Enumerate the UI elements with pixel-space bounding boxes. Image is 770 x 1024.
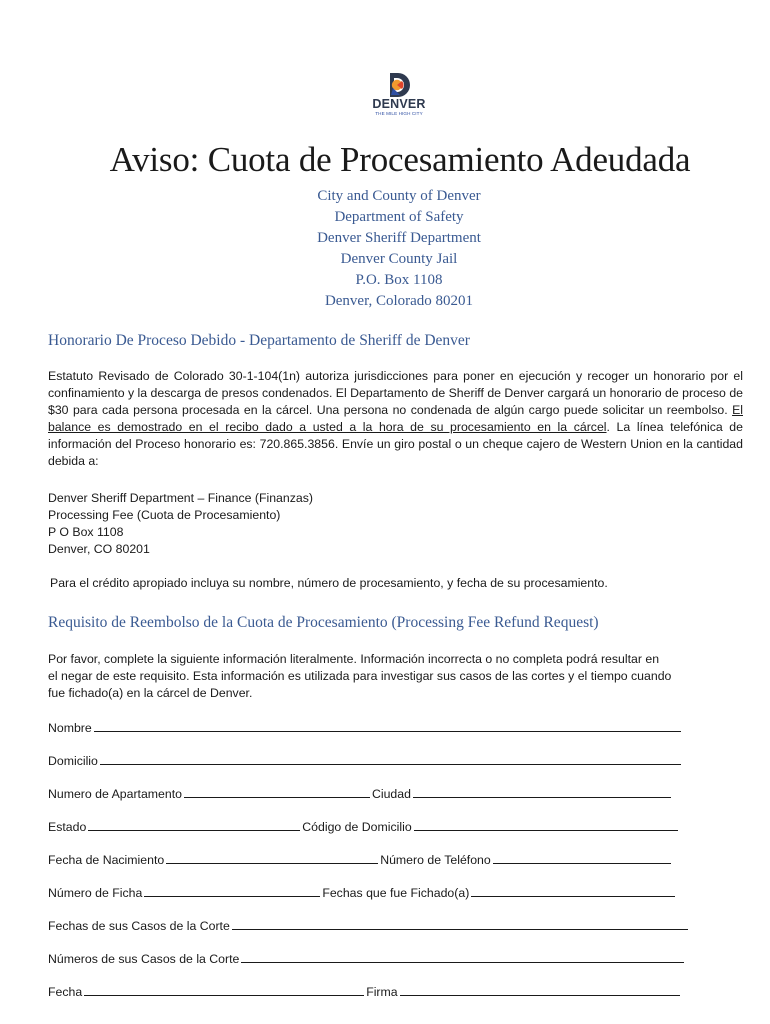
fechas-fichado-field[interactable] bbox=[471, 885, 675, 897]
mail-line: Denver, CO 80201 bbox=[48, 542, 150, 556]
fee-text-part: Estatuto Revisado de Colorado 30-1-104(1n) autoriza jurisdicciones para poner en ejecución y recoger un honorario por el confinamiento y la descarga de presos condenados. El Departamento de Sheriff de Denver cargará un honorario de proceso de $30 para cada persona procesada en la cárcel. Una persona no condenada de algún cargo puede solicitar un reembolso. bbox=[48, 369, 743, 417]
label-estado: Estado bbox=[48, 820, 87, 834]
form-row-fechas-casos bbox=[48, 918, 690, 934]
label-firma: Firma bbox=[366, 985, 398, 999]
fecha-field[interactable] bbox=[84, 984, 364, 996]
mail-line: P O Box 1108 bbox=[48, 525, 124, 539]
telefono-field[interactable] bbox=[493, 852, 671, 864]
fee-text-part: . La línea telefónica de información del Proceso honorario es: 720.865.3856. Envíe un giro postal o un cheque cajero de Western Union en la cantidad debida a: bbox=[48, 420, 743, 468]
logo-name: DENVER bbox=[372, 97, 426, 111]
address-line: City and County of Denver bbox=[317, 188, 481, 204]
refund-instructions bbox=[48, 651, 671, 702]
agency-address bbox=[0, 186, 770, 312]
form-row-numeros-casos bbox=[48, 951, 686, 967]
label-fechas-fichado: Fechas que fue Fichado(a) bbox=[322, 886, 470, 900]
payment-mailing-address bbox=[48, 490, 313, 558]
form-row-estado-codigo bbox=[48, 819, 680, 835]
page-title: Aviso: Cuota de Procesamiento Adeudada bbox=[109, 140, 691, 179]
balance-note-underlined: El balance es demostrado en el recibo dado a usted a la hora de su procesamiento en la cárcel bbox=[48, 403, 743, 434]
label-codigo-domicilio: Código de Domicilio bbox=[302, 820, 412, 834]
address-line: P.O. Box 1108 bbox=[355, 272, 443, 288]
label-telefono: Número de Teléfono bbox=[380, 853, 491, 867]
numero-ficha-field[interactable] bbox=[144, 885, 320, 897]
form-row-nacimiento-telefono bbox=[48, 852, 673, 868]
form-row-nombre bbox=[48, 720, 683, 736]
section-heading-refund-request: Requisito de Reembolso de la Cuota de Procesamiento (Processing Fee Refund Request) bbox=[48, 614, 599, 631]
form-row-domicilio bbox=[48, 753, 683, 769]
label-nombre: Nombre bbox=[48, 721, 92, 735]
label-fechas-casos: Fechas de sus Casos de la Corte bbox=[48, 919, 230, 933]
denver-logo bbox=[368, 72, 430, 117]
mail-line: Denver Sheriff Department – Finance (Finanzas) bbox=[48, 491, 313, 505]
address-line: Denver, Colorado 80201 bbox=[324, 293, 474, 309]
form-row-ficha-fichado bbox=[48, 885, 677, 901]
section-heading-fee-due: Honorario De Proceso Debido - Departamento de Sheriff de Denver bbox=[48, 332, 470, 349]
fechas-casos-field[interactable] bbox=[232, 918, 688, 930]
logo-tagline: THE MILE HIGH CITY bbox=[375, 111, 423, 116]
address-line: Denver Sheriff Department bbox=[317, 230, 481, 246]
label-ciudad: Ciudad bbox=[371, 787, 411, 801]
form-row-fecha-firma bbox=[48, 984, 682, 1000]
codigo-domicilio-field[interactable] bbox=[414, 819, 678, 831]
label-fecha-nacimiento: Fecha de Nacimiento bbox=[48, 853, 165, 867]
nombre-field[interactable] bbox=[94, 720, 681, 732]
credit-note: Para el crédito apropiado incluya su nombre, número de procesamiento, y fecha de su procesamiento. bbox=[50, 576, 608, 590]
label-numero-ficha: Número de Ficha bbox=[48, 886, 143, 900]
numeros-casos-field[interactable] bbox=[241, 951, 684, 963]
label-numeros-casos: Números de sus Casos de la Corte bbox=[48, 952, 240, 966]
label-apartamento: Numero de Apartamento bbox=[48, 787, 182, 801]
fecha-nacimiento-field[interactable] bbox=[166, 852, 378, 864]
label-fecha: Fecha bbox=[48, 985, 83, 999]
instruction-line: el negar de este requisito. Esta información es utilizada para investigar sus casos de las cortes y el tiempo cuando bbox=[48, 669, 672, 683]
instruction-line: Por favor, complete la siguiente información literalmente. Información incorrecta o no completa podrá resultar en bbox=[48, 652, 660, 666]
instruction-line: fue fichado(a) en la cárcel de Denver. bbox=[48, 686, 253, 700]
address-line: Department of Safety bbox=[334, 209, 464, 225]
fee-explanation-paragraph bbox=[48, 368, 743, 470]
ciudad-field[interactable] bbox=[413, 786, 671, 798]
estado-field[interactable] bbox=[88, 819, 300, 831]
address-line: Denver County Jail bbox=[340, 251, 458, 267]
label-domicilio: Domicilio bbox=[48, 754, 98, 768]
mail-line: Processing Fee (Cuota de Procesamiento) bbox=[48, 508, 281, 522]
form-row-apartamento-ciudad bbox=[48, 786, 673, 802]
denver-d-logo-icon bbox=[388, 72, 410, 98]
firma-field[interactable] bbox=[400, 984, 680, 996]
domicilio-field[interactable] bbox=[100, 753, 681, 765]
apartamento-field[interactable] bbox=[184, 786, 370, 798]
